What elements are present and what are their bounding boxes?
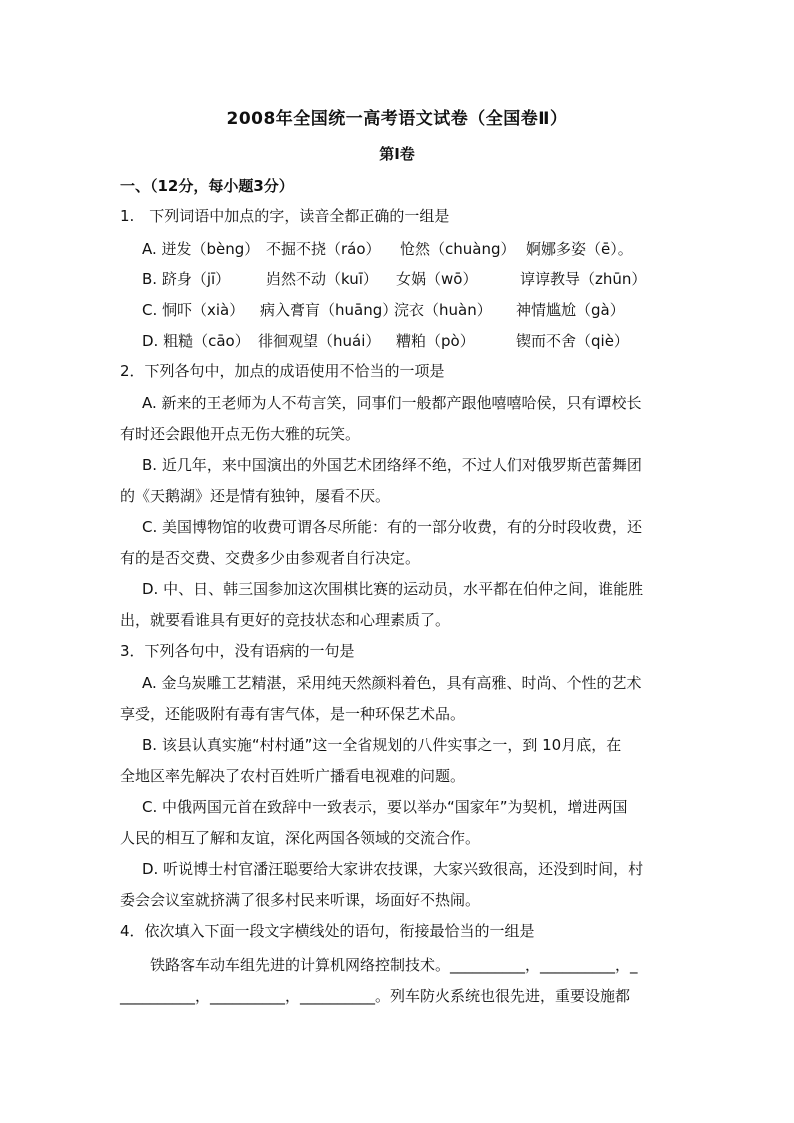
q1-option-c-cell: 浣衣（huàn） [394,301,492,319]
q2-line: 的《天鹅湖》还是情有独钟，屡看不厌。 [120,487,391,505]
q2-line: 有的是否交费、交费多少由参观者自行决定。 [120,549,421,567]
q1-option-d-cell: 锲而不舍（qiè） [516,332,629,350]
q1-option-d-cell: 糟粕（pò） [396,332,475,350]
q4-line: __________，__________，__________。列车防火系统也很先进，重要设施都 [120,987,631,1005]
page-title: 2008年全国统一高考语文试卷（全国卷Ⅱ） [226,109,568,129]
q3-line: 享受，还能吸附有毒有害气体，是一种环保艺术品。 [120,705,466,723]
q2-line: D. 中、日、韩三国参加这次围棋比赛的运动员，水平都在伯仲之间，谁能胜 [142,580,644,598]
q1-option-c-cell: 神情尴尬（gà） [516,301,625,319]
volume-label: 第Ⅰ卷 [379,145,415,163]
question-1-stem: 1. 下列词语中加点的字，读音全都正确的一组是 [120,207,450,225]
q1-option-b-cell: 岿然不动（kuī） [266,270,378,288]
q3-line: D. 听说博士村官潘汪聪要给大家讲农技课，大家兴致很高，还没到时间，村 [142,860,644,878]
q1-option-a-cell: 不掘不挠（ráo） [266,240,381,258]
q1-option-c-cell: 病入膏肓（huāng） [260,301,398,319]
q2-line: A. 新来的王老师为人不苟言笑，同事们一般都产跟他嘻嘻哈侯，只有谭校长 [142,394,642,412]
q4-line: 铁路客车动车组先进的计算机网络控制技术。__________，__________，_ [120,956,638,974]
q2-line: C. 美国博物馆的收费可谓各尽所能：有的一部分收费，有的分时段收费，还 [142,518,643,536]
q2-line: 有时还会跟他开点无伤大雅的玩笑。 [120,425,361,443]
q3-line: A. 金乌炭雕工艺精湛，采用纯天然颜料着色，具有高雅、时尚、个性的艺术 [142,674,642,692]
q3-line: C. 中俄两国元首在致辞中一致表示，要以举办“国家年”为契机，增进两国 [142,798,628,816]
q2-line: B. 近几年，来中国演出的外国艺术团络绎不绝，不过人们对俄罗斯芭蕾舞团 [142,456,642,474]
q1-option-b-cell: 谆谆教导（zhūn） [520,270,647,288]
q3-line: B. 该县认真实施“村村通”这一全省规划的八件实事之一，到 10月底，在 [142,736,622,754]
q1-option-b-cell: B. 跻身（jī） [142,270,231,288]
q1-option-d-cell: D. 粗糙（cāo） [142,332,250,350]
section-heading: 一、（12分，每小题3分） [120,177,294,195]
q1-option-a-cell: A. 迸发（bèng） [142,240,260,258]
question-4-stem: 4．依次填入下面一段文字横线处的语句，衔接最恰当的一组是 [120,922,535,940]
question-3-stem: 3．下列各句中，没有语病的一句是 [120,642,355,660]
q1-option-a-cell: 怆然（chuàng） [400,240,516,258]
q3-line: 全地区率先解决了农村百姓听广播看电视难的问题。 [120,767,466,785]
q3-line: 人民的相互了解和友谊，深化两国各领域的交流合作。 [120,829,481,847]
q2-line: 出，就要看谁具有更好的竞技状态和心理素质了。 [120,611,451,629]
q1-option-c-cell: C. 恫吓（xià） [142,301,245,319]
q1-option-d-cell: 徘徊观望（huái） [258,332,381,350]
q1-option-b-cell: 女娲（wō） [396,270,478,288]
q1-option-a-cell: 婀娜多姿（ē）。 [526,240,633,258]
q3-line: 委会会议室就挤满了很多村民来听课，场面好不热闹。 [120,891,481,909]
question-2-stem: 2．下列各句中，加点的成语使用不恰当的一项是 [120,362,445,380]
